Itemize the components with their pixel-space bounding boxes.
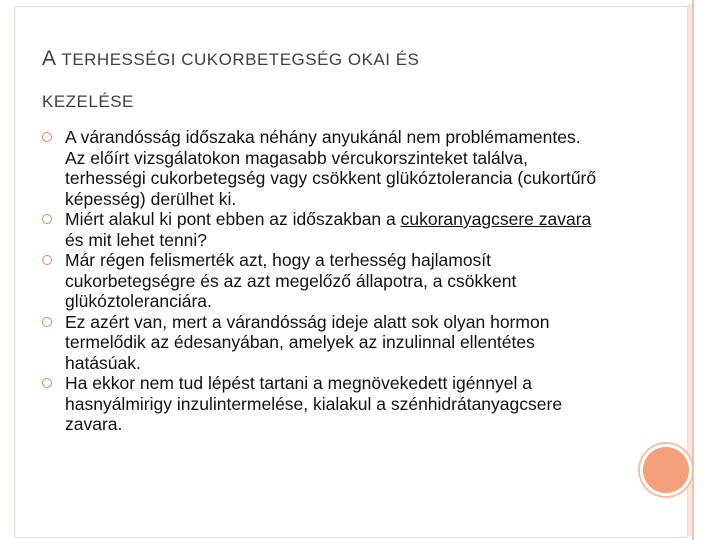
list-item: [40, 250, 600, 312]
title-line-2: KEZELÉSE: [42, 92, 134, 111]
list-item: [40, 127, 600, 209]
bullet-text: Ha ekkor nem tud lépést tartani a megnövekedett igénnyel a hasnyálmirigy inzulintermelése, kialakul a szénhidrátanyagcsere zavara.: [65, 373, 563, 434]
bullet-list: [40, 127, 600, 435]
decorative-circle: [640, 444, 692, 496]
bullet-text: Ez azért van, mert a várandósság ideje alatt sok olyan hormon termelődik az édesanyában, amelyek az inzulinnal ellentétes hatásúak.: [65, 311, 550, 373]
bullet-text: Már régen felismerték azt, hogy a terhesség hajlamosít cukorbetegségre és az azt megelőző állapotra, a csökkent glükóztoleranciára.: [65, 250, 517, 311]
circle-bullet-icon: [42, 255, 52, 265]
circle-bullet-icon: [42, 378, 52, 388]
decorative-vertical-line: [692, 0, 694, 540]
title-line-1: TERHESSÉGI CUKORBETEGSÉG OKAI ÉS: [56, 50, 420, 69]
list-item: [40, 209, 600, 250]
bullet-text-after: és mit lehet tenni?: [65, 229, 208, 250]
slide-title: [42, 38, 602, 123]
title-first-letter: A: [42, 47, 57, 70]
bullet-text: A várandósság időszaka néhány anyukánál nem problémamentes. Az előírt vizsgálatokon magasabb vércukorszinteket találva, terhességi cukorbetegség vagy csökkent glükóztolerancia (cukortűrő képesség) derülhet ki.: [65, 127, 597, 209]
list-item: [40, 373, 600, 435]
circle-bullet-icon: [42, 214, 52, 224]
circle-bullet-icon: [42, 132, 52, 142]
circle-bullet-icon: [42, 317, 52, 327]
bullet-text-before: Miért alakul ki pont ebben az időszakban a: [65, 209, 401, 229]
list-item: [40, 312, 600, 374]
cukoranyagcsere-link[interactable]: cukoranyagcsere zavara: [400, 209, 592, 229]
